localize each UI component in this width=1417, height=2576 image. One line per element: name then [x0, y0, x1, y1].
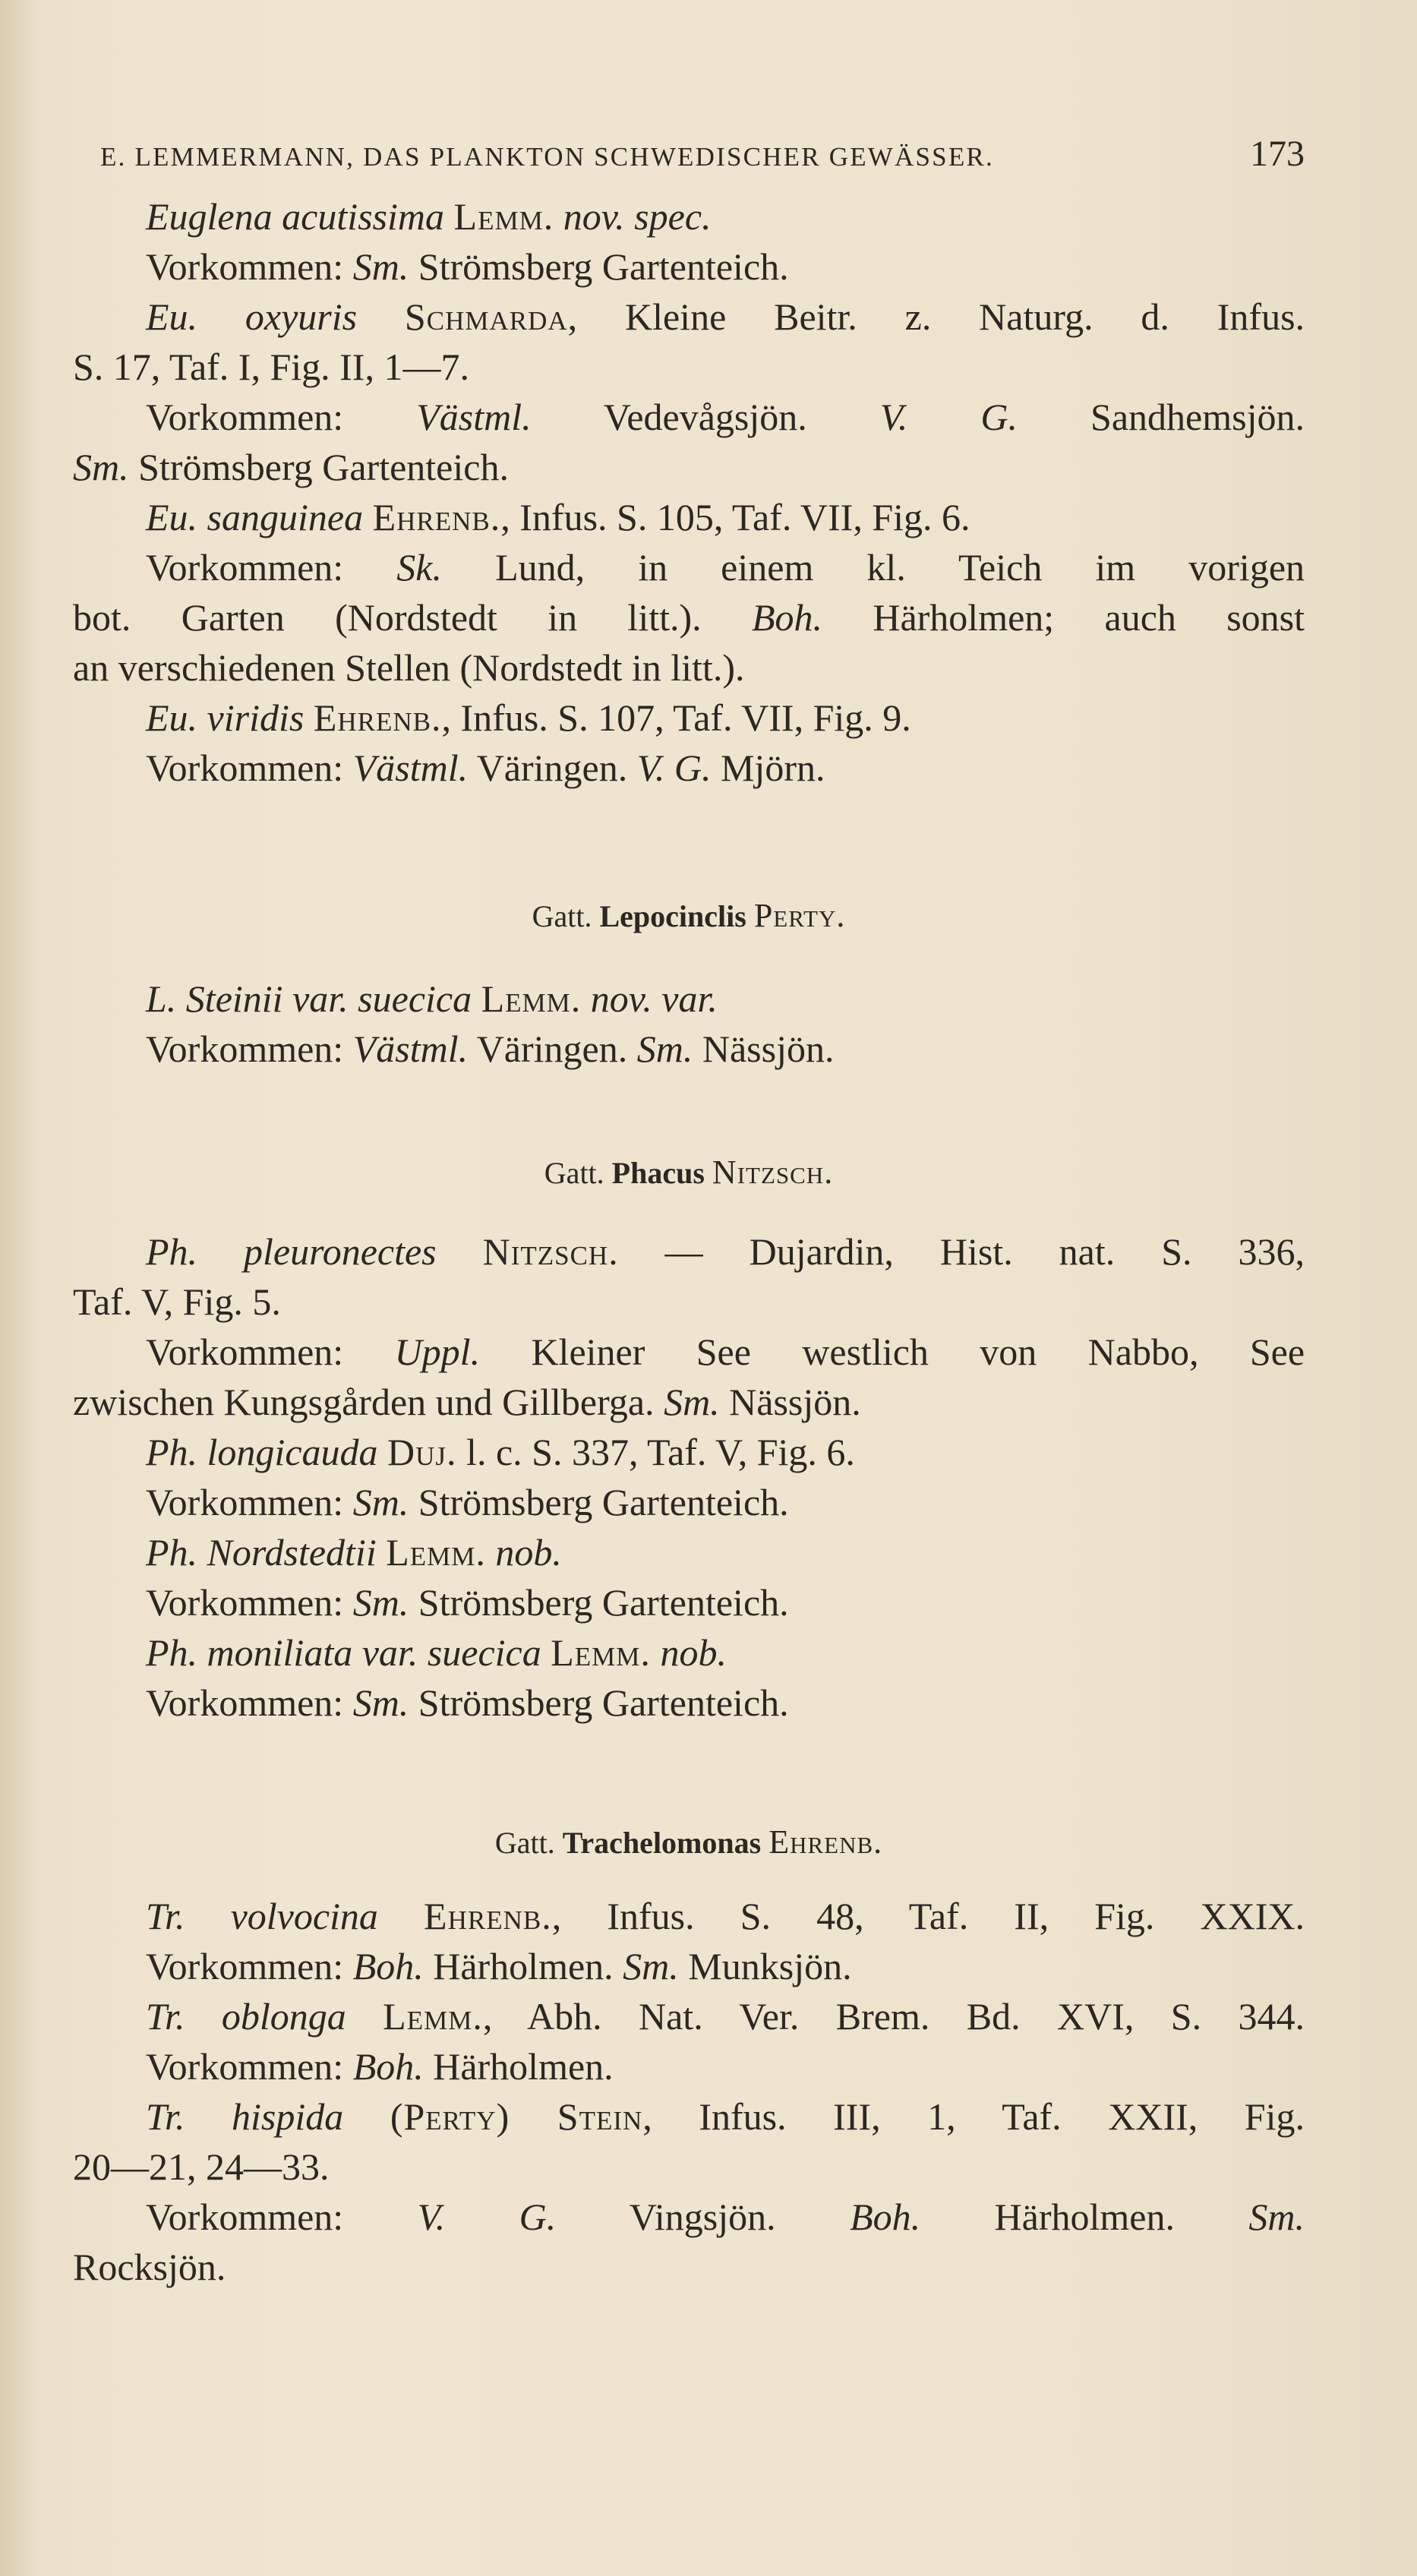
reference-continuation: Taf. V, Fig. 5. [73, 1280, 281, 1323]
trachelomonas-entries [73, 1891, 1305, 2292]
reference-continuation: 20—21, 24—33. [73, 2145, 330, 2188]
page-number: 173 [1250, 134, 1305, 174]
occurrence-continuation: bot. Garten (Nordstedt in litt.). Boh. Härholmen; auch sonst [73, 596, 1305, 639]
species-entry-trachelomonas-oblonga: Tr. oblonga Lemm., Abh. Nat. Ver. Brem. Bd. XVI, S. 344. [146, 1995, 1305, 2038]
occurrence-continuation: Rocksjön. [73, 2246, 226, 2288]
euglena-entries [73, 191, 1305, 793]
page-header [73, 125, 1305, 186]
species-entry-euglena-acutissima: Euglena acutissima Lemm. nov. spec. [146, 195, 712, 238]
phacus-entries [73, 1226, 1305, 1728]
species-entry-phacus-nordstedtii: Ph. Nordstedtii Lemm. nob. [146, 1531, 562, 1574]
species-entry-phacus-pleuronectes: Ph. pleuronectes Nitzsch. — Dujardin, Hist. nat. S. 336, [146, 1230, 1305, 1273]
occurrence-line: Vorkommen: V. G. Vingsjön. Boh. Härholmen. Sm. [146, 2196, 1305, 2238]
occurrence-line: Vorkommen: Uppl. Kleiner See westlich von Nabbo, See [146, 1331, 1305, 1373]
genus-heading-phacus: Gatt. Phacus Nitzsch. [544, 1154, 834, 1191]
genus-heading-lepocinclis: Gatt. Lepocinclis Perty. [532, 897, 846, 934]
occurrence-line: Vorkommen: Sm. Strömsberg Gartenteich. [146, 1681, 789, 1724]
occurrence-line: Vorkommen: Sm. Strömsberg Gartenteich. [146, 1481, 789, 1523]
occurrence-line: Vorkommen: Västml. Vedevågsjön. V. G. Sandhemsjön. [146, 396, 1305, 438]
species-entry-euglena-oxyuris: Eu. oxyuris Schmarda, Kleine Beitr. z. Naturg. d. Infus. [146, 295, 1305, 338]
reference-continuation: S. 17, Taf. I, Fig. II, 1—7. [73, 346, 469, 388]
species-entry-phacus-moniliata: Ph. moniliata var. suecica Lemm. nob. [146, 1631, 727, 1674]
occurrence-line: Vorkommen: Sm. Strömsberg Gartenteich. [146, 245, 789, 288]
species-entry-trachelomonas-volvocina: Tr. volvocina Ehrenb., Infus. S. 48, Taf. II, Fig. XXIX. [146, 1895, 1305, 1937]
occurrence-continuation: Sm. Strömsberg Gartenteich. [73, 446, 509, 488]
occurrence-line: Vorkommen: Boh. Härholmen. [146, 2045, 614, 2088]
lepocinclis-entries [73, 974, 1305, 1074]
genus-heading-trachelomonas: Gatt. Trachelomonas Ehrenb. [494, 1823, 883, 1861]
species-entry-lepocinclis-steinii: L. Steinii var. suecica Lemm. nov. var. [146, 977, 718, 1020]
species-entry-phacus-longicauda: Ph. longicauda Duj. l. c. S. 337, Taf. V, Fig. 6. [146, 1431, 855, 1473]
occurrence-line: Vorkommen: Sm. Strömsberg Gartenteich. [146, 1581, 789, 1624]
occurrence-line: Vorkommen: Boh. Härholmen. Sm. Munksjön. [146, 1945, 852, 1987]
occurrence-continuation: an verschiedenen Stellen (Nordstedt in litt.). [73, 646, 745, 689]
occurrence-line: Vorkommen: Västml. Väringen. Sm. Nässjön. [146, 1028, 835, 1070]
species-entry-trachelomonas-hispida: Tr. hispida (Perty) Stein, Infus. III, 1, Taf. XXII, Fig. [146, 2095, 1305, 2138]
species-entry-euglena-viridis: Eu. viridis Ehrenb., Infus. S. 107, Taf. VII, Fig. 9. [146, 696, 911, 739]
occurrence-line: Vorkommen: Sk. Lund, in einem kl. Teich im vorigen [146, 546, 1305, 589]
running-head: E. LEMMERMANN, DAS PLANKTON SCHWEDISCHER GEWÄSSER. [100, 142, 994, 172]
occurrence-line: Vorkommen: Västml. Väringen. V. G. Mjörn. [146, 747, 825, 789]
occurrence-continuation: zwischen Kungsgården und Gillberga. Sm. Nässjön. [73, 1381, 861, 1423]
species-entry-euglena-sanguinea: Eu. sanguinea Ehrenb., Infus. S. 105, Taf. VII, Fig. 6. [146, 496, 970, 538]
